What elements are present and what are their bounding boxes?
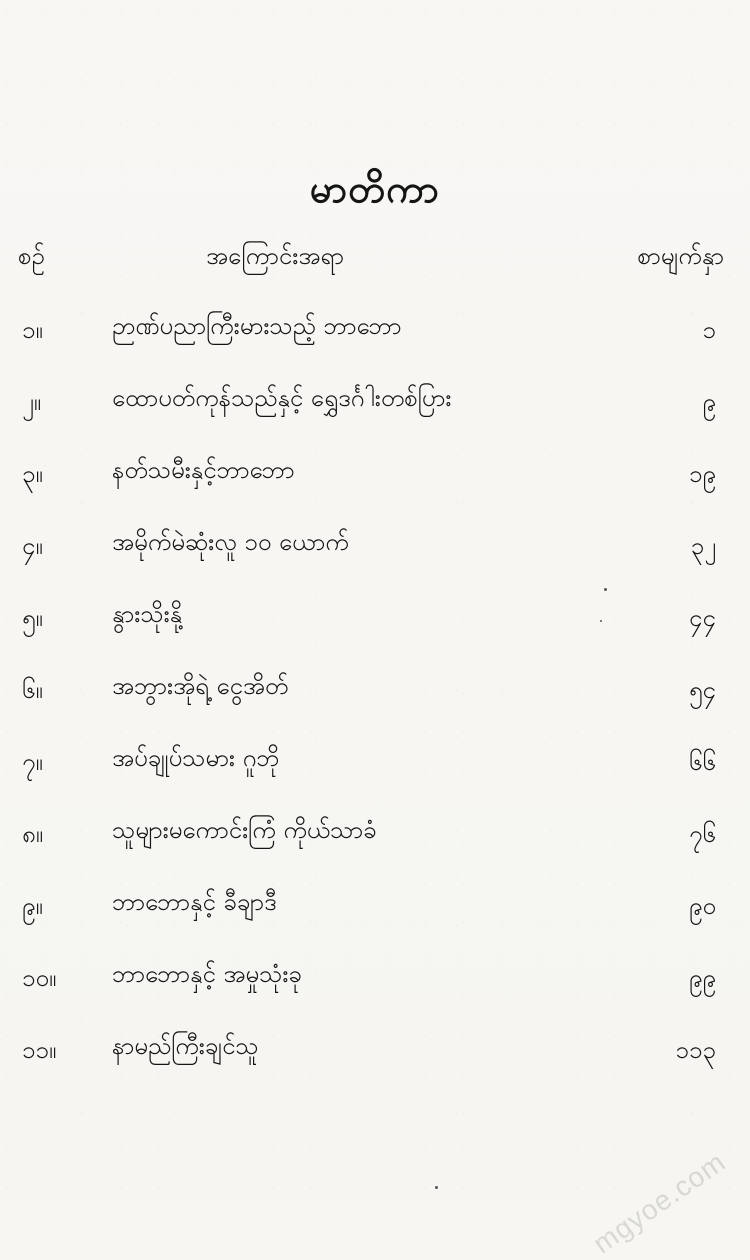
toc-number: ၅။ <box>22 604 43 632</box>
toc-page: ၉ <box>702 388 716 416</box>
toc-row <box>0 880 750 952</box>
toc-row <box>0 736 750 808</box>
toc-title: အပ်ချုပ်သမား ဂူဘို <box>112 744 280 772</box>
toc-number: ၈။ <box>22 820 43 848</box>
toc-number: ၄။ <box>22 532 43 560</box>
toc-title: အဘွားအိုရဲ့ ငွေအိတ် <box>112 672 289 700</box>
toc-row <box>0 1024 750 1096</box>
toc-title: ဉာဏ်ပညာကြီးမားသည့် ဘာဘော <box>112 312 402 340</box>
toc-page: ၇၆ <box>689 820 716 848</box>
toc-row <box>0 376 750 448</box>
scan-speck <box>435 1186 438 1189</box>
toc-number: ၉။ <box>22 892 43 920</box>
toc-title: နာမည်ကြီးချင်သူ <box>112 1032 259 1060</box>
toc-page: ၉၀ <box>689 892 716 920</box>
toc-title: ဘာဘောနှင့် ခီချာဒီ <box>112 888 277 916</box>
toc-row <box>0 808 750 880</box>
toc-page: ၁၁၃ <box>675 1036 716 1064</box>
toc-row <box>0 448 750 520</box>
toc-row <box>0 664 750 736</box>
toc-number: ၆။ <box>22 676 43 704</box>
toc-row <box>0 304 750 376</box>
table-of-contents <box>0 304 750 1064</box>
toc-row <box>0 952 750 1024</box>
toc-number: ၇။ <box>22 748 43 776</box>
scan-speck <box>604 588 607 591</box>
toc-title: ဘာဘောနှင့် အမှုသုံးခု <box>112 960 302 988</box>
toc-title: သူများမကောင်းကြံ ကိုယ်သာခံ <box>112 816 377 844</box>
toc-page: ၁ <box>702 316 716 344</box>
toc-title: အမိုက်မဲဆုံးလူ ၁၀ ယောက် <box>112 528 349 556</box>
toc-title: နတ်သမီးနှင့်ဘာဘော <box>112 456 295 484</box>
toc-page: ၁၉ <box>689 460 716 488</box>
toc-page: ၉၉ <box>689 964 716 992</box>
toc-page: ၃၂ <box>690 532 716 560</box>
toc-number: ၁၀။ <box>22 964 57 992</box>
toc-page: ၆၆ <box>689 748 716 776</box>
header-topic: အကြောင်းအရာ <box>206 242 344 270</box>
table-header <box>18 240 724 280</box>
toc-row <box>0 592 750 664</box>
toc-row <box>0 520 750 592</box>
watermark: mgyoe.com <box>587 1145 732 1260</box>
toc-number: ၁၁။ <box>22 1036 57 1064</box>
scan-speck <box>600 620 602 622</box>
toc-title: နွားသိုးနို့ <box>112 600 183 628</box>
toc-page: ၄၄ <box>689 604 716 632</box>
toc-title: ထောပတ်ကုန်သည်နှင့် ရွှေဒင်္ဂါးတစ်ပြား <box>112 384 452 412</box>
page-title: မာတိကာ <box>309 167 441 211</box>
toc-number: ၂။ <box>22 388 42 416</box>
toc-page: ၅၄ <box>689 676 716 704</box>
toc-number: ၁။ <box>22 316 43 344</box>
header-page: စာမျက်နှာ <box>637 242 724 270</box>
toc-number: ၃။ <box>22 460 43 488</box>
header-number: စဉ် <box>18 242 45 270</box>
